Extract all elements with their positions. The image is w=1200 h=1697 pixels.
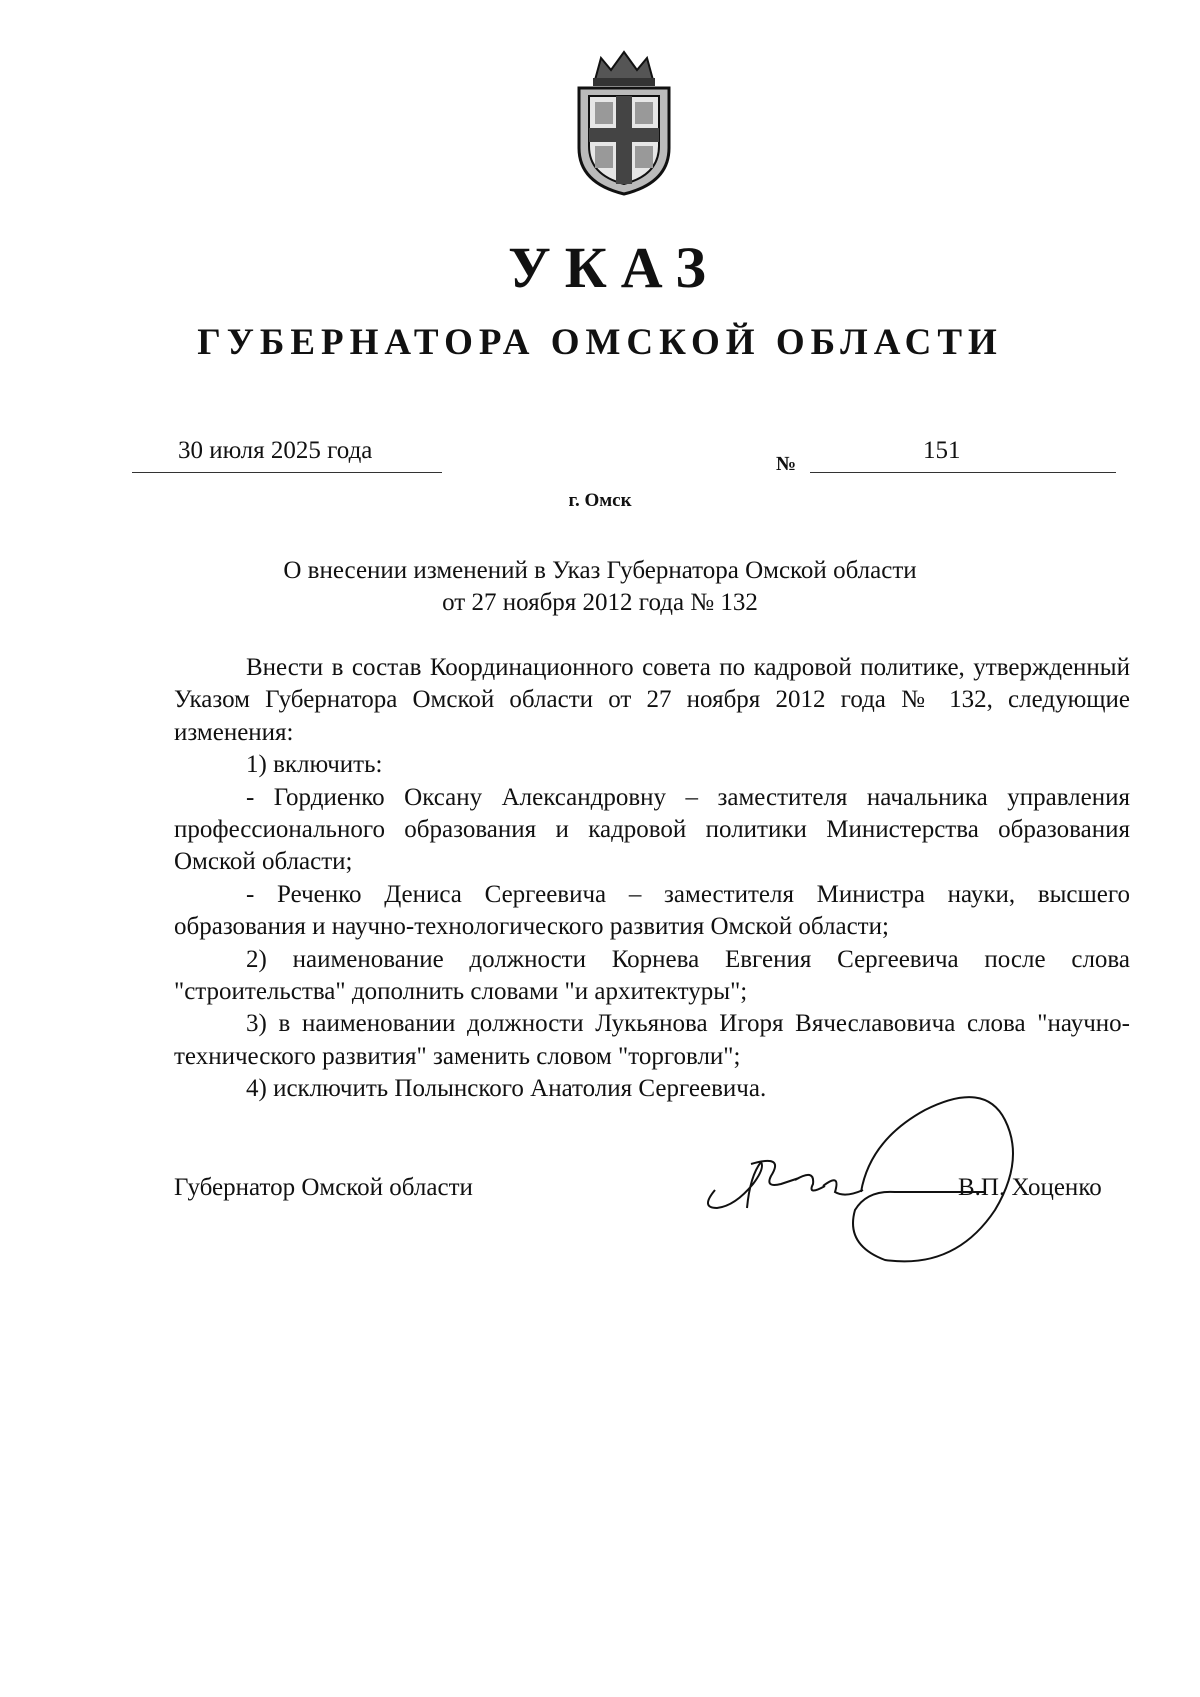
document-number: 151 [923, 437, 961, 464]
handwritten-signature [695, 1080, 1060, 1280]
coat-of-arms-emblem [565, 48, 683, 198]
number-sign: № [776, 453, 797, 475]
subject-line: О внесении изменений в Указ Губернатора Омской области [283, 557, 917, 584]
document-subject [0, 555, 1200, 619]
body-paragraph: 1) включить: [246, 751, 383, 779]
body-paragraph: 3) в наименовании должности Лукьянова Игоря Вячеславовича слова "научно-технического развития" заменить словом "торговли"; [174, 1010, 1130, 1070]
body-paragraph: Внести в состав Координационного совета по кадровой политике, утвержденный Указом Губернатора Омской области от 27 ноября 2012 года № 132, следующие изменения: [174, 654, 1130, 746]
subject-line: от 27 ноября 2012 года № 132 [442, 589, 758, 616]
document-subtitle: ГУБЕРНАТОРА ОМСКОЙ ОБЛАСТИ [197, 322, 1003, 363]
document-title: УКАЗ [508, 235, 720, 300]
signer-role: Губернатор Омской области [174, 1174, 473, 1201]
document-city: г. Омск [568, 490, 632, 511]
document-body [174, 652, 1130, 1106]
signer-name: В.П. Хоценко [958, 1174, 1102, 1201]
body-paragraph: 4) исключить Полынского Анатолия Сергеевича. [246, 1075, 767, 1103]
body-paragraph: - Реченко Дениса Сергеевича – заместителя Министра науки, высшего образования и научно-технологического развития Омской области; [174, 880, 1130, 941]
body-paragraph: - Гордиенко Оксану Александровну – заместителя начальника управления профессионального образования и кадровой политики Министерства образования Омской области; [174, 783, 1130, 876]
number-underline [810, 436, 1116, 473]
body-paragraph: 2) наименование должности Корнева Евгения Сергеевича после слова "строительства" дополнить словами "и архитектуры"; [174, 945, 1130, 1006]
document-date: 30 июля 2025 года [178, 437, 373, 464]
